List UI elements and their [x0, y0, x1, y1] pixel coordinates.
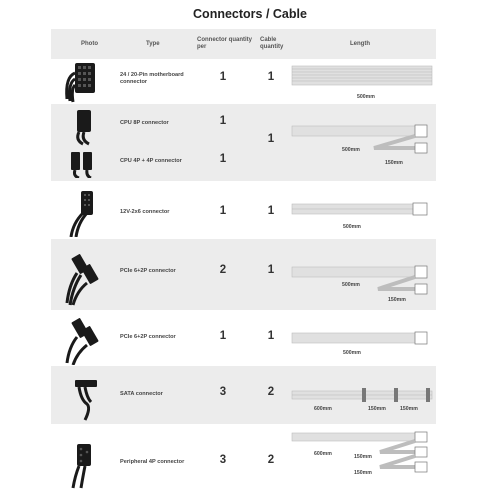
length-label: 500mm — [343, 224, 361, 230]
length-label: 150mm — [388, 297, 406, 303]
header-type: Type — [146, 41, 160, 47]
length-label: 600mm — [314, 451, 332, 457]
length-label: 150mm — [354, 470, 372, 476]
header-length: Length — [350, 41, 370, 47]
connector-quantity: 1 — [219, 153, 227, 165]
connector-type: CPU 8P connector — [120, 120, 169, 126]
cable-drawing — [288, 104, 436, 181]
pcie-8pin-connector-icon — [59, 313, 99, 365]
cable-drawing — [288, 310, 436, 366]
header-photo: Photo — [81, 41, 98, 47]
length-label: 150mm — [354, 454, 372, 460]
cable-length-diagram — [288, 366, 436, 424]
cable-drawing — [288, 366, 436, 424]
cpu-8pin-connector-icon — [59, 106, 99, 178]
header-cable-quantity: Cable quantity — [260, 37, 284, 50]
cable-length-diagram — [288, 239, 436, 310]
connector-type: Peripheral 4P connector — [120, 459, 185, 465]
table-row — [51, 366, 436, 424]
table-row — [51, 424, 436, 500]
connector-type: CPU 4P + 4P connector — [120, 158, 182, 164]
header-connector-quantity: Connector quantity per — [197, 37, 252, 50]
cable-quantity: 1 — [267, 133, 275, 145]
cable-length-diagram — [288, 310, 436, 366]
connector-type: 12V-2x6 connector — [120, 209, 170, 215]
cable-quantity: 1 — [267, 330, 275, 342]
12v-2x6-connector-icon — [59, 185, 99, 237]
connector-type: 24 / 20-Pin motherboard connector — [120, 72, 184, 85]
cable-quantity: 1 — [267, 264, 275, 276]
connector-type: SATA connector — [120, 391, 163, 397]
connector-quantity: 1 — [219, 71, 227, 83]
connector-quantity: 1 — [219, 115, 227, 127]
cable-quantity: 1 — [267, 205, 275, 217]
table-header — [51, 29, 436, 59]
molex-4pin-connector-icon — [59, 434, 99, 490]
length-label: 500mm — [342, 147, 360, 153]
length-label: 600mm — [314, 406, 332, 412]
connector-quantity: 1 — [219, 330, 227, 342]
connector-quantity: 3 — [219, 454, 227, 466]
table-row — [51, 104, 436, 181]
page-title: Connectors / Cable — [193, 7, 307, 21]
length-label: 500mm — [357, 94, 375, 100]
table-row — [51, 310, 436, 366]
length-label: 500mm — [342, 282, 360, 288]
length-label: 150mm — [368, 406, 386, 412]
cable-quantity: 1 — [267, 71, 275, 83]
length-label: 500mm — [343, 350, 361, 356]
motherboard-24pin-connector-icon — [59, 59, 99, 104]
sata-connector-icon — [59, 370, 99, 422]
table-row — [51, 239, 436, 310]
connector-quantity: 2 — [219, 264, 227, 276]
length-label: 150mm — [385, 160, 403, 166]
cable-quantity: 2 — [267, 454, 275, 466]
connector-quantity: 3 — [219, 386, 227, 398]
pcie-8pin-connector-icon — [59, 245, 99, 307]
connector-quantity: 1 — [219, 205, 227, 217]
cable-drawing — [288, 181, 436, 239]
cable-drawing — [288, 424, 436, 500]
cable-length-diagram — [288, 424, 436, 500]
length-label: 150mm — [400, 406, 418, 412]
connector-type: PCIe 6+2P connector — [120, 334, 176, 340]
table-row — [51, 181, 436, 239]
cable-length-diagram — [288, 104, 436, 181]
cable-drawing — [288, 239, 436, 310]
connector-type: PCIe 6+2P connector — [120, 268, 176, 274]
cable-length-diagram — [288, 181, 436, 239]
table-row — [51, 59, 436, 104]
cable-length-diagram — [288, 59, 436, 104]
cable-quantity: 2 — [267, 386, 275, 398]
